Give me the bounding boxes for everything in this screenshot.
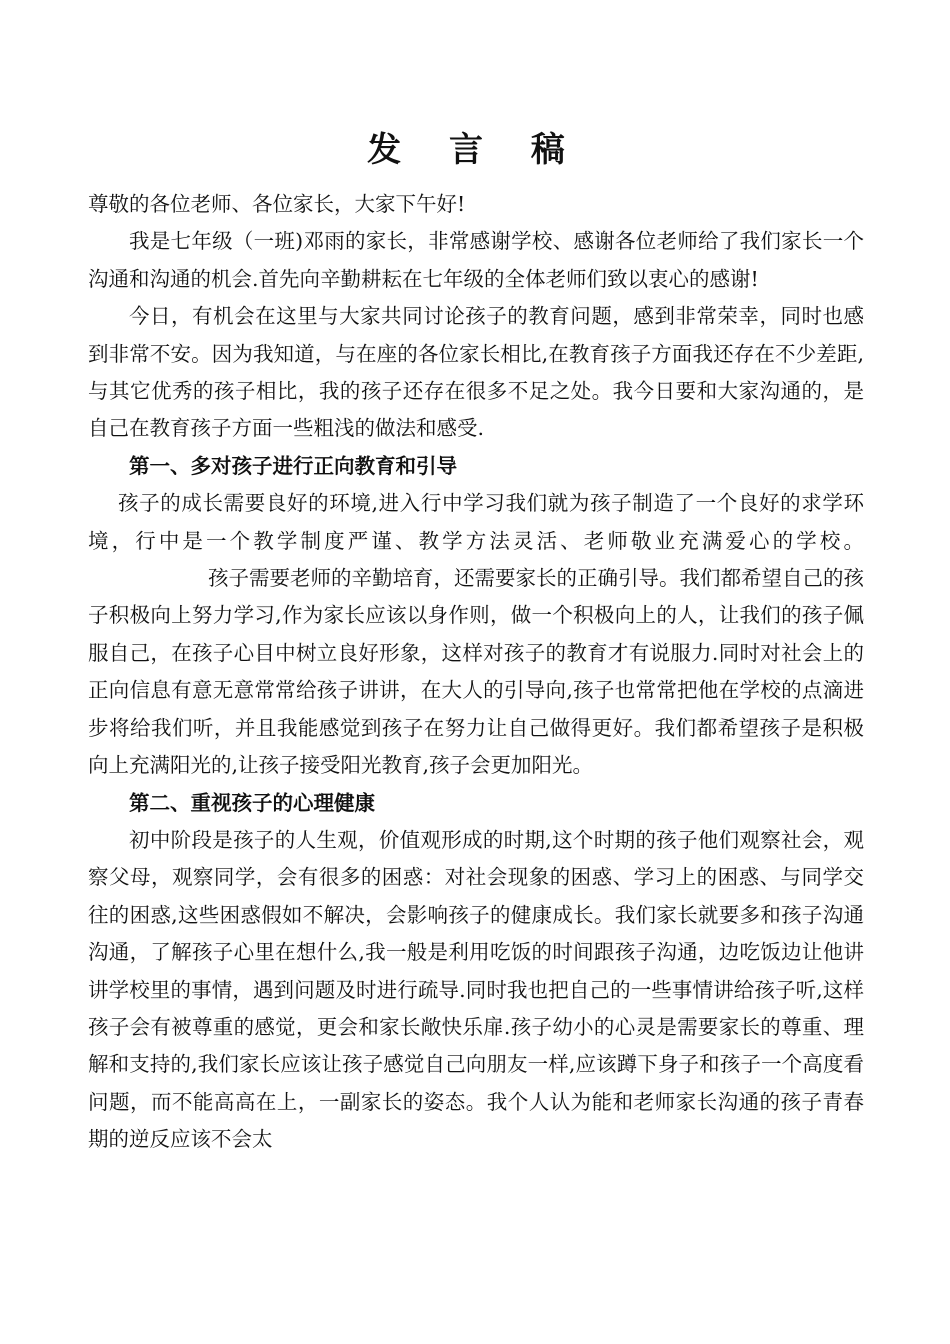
page-title: 发 言 稿 [367, 130, 583, 170]
paragraph-today: 今日，有机会在这里与大家共同讨论孩子的教育问题，感到非常荣幸，同时也感到非常不安。因为我知道，与在座的各位家长相比,在教育孩子方面我还存在不少差距,与其它优秀的孩子相比，我的孩子还存在很多不足之处。我今日要和大家沟通的，是自己在教育孩子方面一些粗浅的做法和感受. [88, 304, 864, 441]
section-heading-2: 第二、重视孩子的心理健康 [129, 790, 375, 815]
paragraph-positive-guidance-part-2: 孩子需要老师的辛勤培育，还需要家长的正确引导。我们都希望自己的孩子积极向上努力学习,作为家长应该以身作则，做一个积极向上的人，让我们的孩子佩服自己，在孩子心目中树立良好形象，这样对孩子的教育才有说服力.同时对社会上的正向信息有意无意常常给孩子讲讲，在大人的引导向,孩子也常常把他在学校的点滴进步将给我们听，并且我能感觉到孩子在努力让自己做得更好。我们都希望孩子是积极向上充满阳光的,让孩子接受阳光教育,孩子会更加阳光。 [88, 566, 864, 778]
greeting-paragraph: 尊敬的各位老师、各位家长，大家下午好! [88, 192, 466, 216]
document-body [88, 186, 864, 1159]
paragraph-positive-guidance [88, 485, 864, 784]
paragraph-introduction: 我是七年级（一班)邓雨的家长，非常感谢学校、感谢各位老师给了我们家长一个沟通和沟通的机会.首先向辛勤耕耘在七年级的全体老师们致以衷心的感谢! [88, 229, 864, 291]
paragraph-positive-guidance-part-1: 孩子的成长需要良好的环境,进入行中学习我们就为孩子制造了一个良好的求学环境，行中是一个教学制度严谨、教学方法灵活、老师敬业充满爱心的学校。 [88, 491, 864, 553]
section-heading-1: 第一、多对孩子进行正向教育和引导 [129, 453, 457, 478]
paragraph-mental-health: 初中阶段是孩子的人生观，价值观形成的时期,这个时期的孩子他们观察社会，观察父母，观察同学，会有很多的困惑：对社会现象的困惑、学习上的困惑、与同学交往的困惑,这些困惑假如不解决，会影响孩子的健康成长。我们家长就要多和孩子沟通沟通，了解孩子心里在想什么,我一般是利用吃饭的时间跟孩子沟通，边吃饭边让他讲讲学校里的事情，遇到问题及时进行疏导.同时我也把自己的一些事情讲给孩子听,这样孩子会有被尊重的感觉，更会和家长敞快乐扉.孩子幼小的心灵是需要家长的尊重、理解和支持的,我们家长应该让孩子感觉自己向朋友一样,应该蹲下身子和孩子一个高度看问题，而不能高高在上，一副家长的姿态。我个人认为能和老师家长沟通的孩子青春期的逆反应该不会太 [88, 827, 864, 1152]
